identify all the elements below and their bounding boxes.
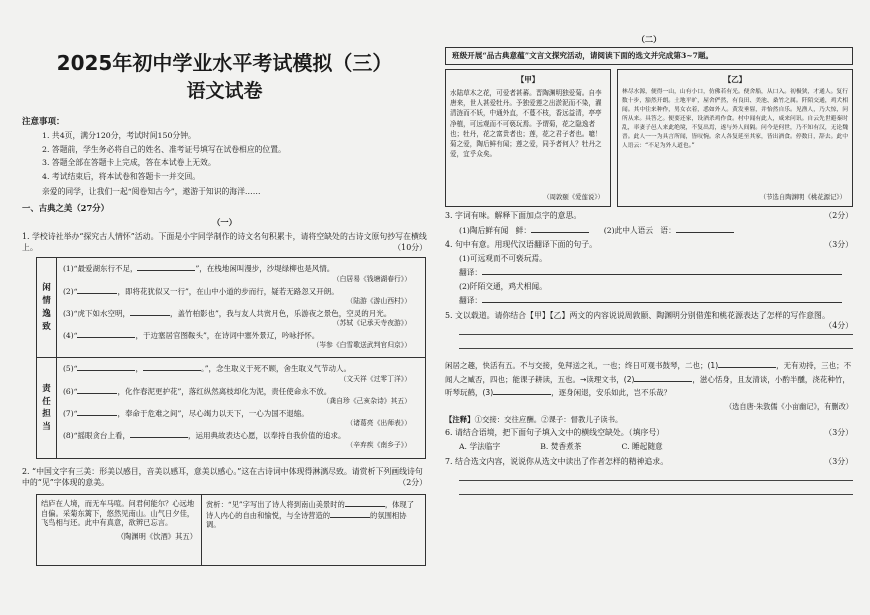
q2-box: [36, 494, 426, 566]
answer-blank[interactable]: [634, 374, 692, 382]
poem-row-duty: [37, 358, 425, 458]
q4-sentence-1: (1)可远观而不可亵玩焉。: [459, 254, 547, 264]
answer-blank[interactable]: [77, 286, 117, 294]
poem-source: （文天祥《过零丁洋》）: [339, 374, 411, 383]
answer-blank[interactable]: [130, 308, 170, 316]
answer-line[interactable]: [459, 325, 853, 335]
poem-line: (8)“摇眼贪台上看， ，运用典故表达心愿，以奉持自我价值的追求。: [63, 431, 346, 441]
answer-blank[interactable]: [493, 387, 551, 395]
question-6: 6. 请结合语境，把下面句子填入文中的横线空缺处。（填序号） （3分）: [445, 428, 853, 438]
question-points: （2分）: [398, 478, 427, 488]
passage-source: （选自唐·朱敦儒《小亩幽记》，有删改）: [724, 401, 853, 411]
poem-row-leisure: [37, 258, 425, 358]
question-points: （10分）: [393, 242, 427, 252]
q2-poem: 结庐在人境，而无车马喧。问君何能尔？心远地自偏。采菊东篱下，悠然见南山。山气日夕佳，飞鸟相与还。此中有真意，欲辨已忘言。 （陶渊明《饮酒》其五）: [37, 495, 202, 565]
poem-card-table: [36, 257, 426, 459]
answer-blank[interactable]: [482, 295, 842, 303]
q3-items: (1)陶后鲜有闻 鲜： (2)此中人语云 语：: [459, 225, 853, 236]
answer-blank[interactable]: [77, 330, 135, 338]
passage-notes: 【注释】①交接：交往应酬。②课子：督教儿子读书。: [445, 414, 623, 424]
exam-subtitle: 语文试卷: [186, 80, 263, 102]
q4-sentence-2: (2)阡陌交通，鸡犬相闻。: [459, 281, 547, 291]
answer-blank[interactable]: [137, 263, 195, 271]
answer-blank[interactable]: [77, 363, 135, 371]
note-item: 1. 共4页，满分120分，考试时间150分钟。: [42, 131, 196, 141]
category-label: 责 任 担 当: [37, 358, 57, 458]
answer-line[interactable]: [459, 485, 853, 495]
answer-blank[interactable]: [676, 225, 734, 233]
answer-blank[interactable]: [718, 360, 776, 368]
poem-source: （龚自珍《己亥杂诗》其五）: [322, 396, 411, 405]
poem-source: （岑参《白雪歌送武判官归京》）: [312, 341, 411, 350]
q6-options: [459, 442, 853, 452]
left-column: [22, 34, 427, 609]
question-3: 3. 字词有味。解释下面加点字的意思。 （2分）: [445, 211, 853, 221]
section-heading: 一、古典之美（27分）: [22, 202, 110, 213]
answer-line[interactable]: [459, 471, 853, 481]
text-b: 【乙】 林尽水源，便得一山，山有小口，仿佛若有光。便舍船，从口入。初极狭，才通人。复行数十步，豁然开朗。土地平旷，屋舍俨然，有良田、美池、桑竹之属。阡陌交通，鸡犬相闻。其中往来种作，男女衣着，悉如外人。黄发垂髫，并怡然自乐。见渔人，乃大惊，问所从来。具答之。便要还家，设酒杀鸡作食。村中闻有此人，咸来问讯。自云先世避秦时乱，率妻子邑人来此绝境，不复出焉，遂与外人间隔。问今是何世，乃不知有汉，无论魏晋。此人一一为具言所闻，皆叹惋。余人各复延至其家，皆出酒食。停数日，辞去。此中人语云：“不足为外人道也。” （节选自陶渊明《桃花源记》）: [617, 69, 853, 207]
option-b: B. 焚香煮茶: [540, 442, 582, 452]
answer-blank[interactable]: [345, 499, 385, 507]
poem-line: (5)“ ， 。”，念生取义于死不顾，舍生取义气节动人。: [63, 364, 352, 374]
text-a: 【甲】 水陆草木之花，可爱者甚蕃。晋陶渊明独爱菊。自李唐来，世人甚爱牡丹。予独爱莲之出淤泥而不染，濯清涟而不妖，中通外直，不蔓不枝，香远益清，亭亭净植，可远观而不可亵玩焉。予谓菊，花之隐逸者也；牡丹，花之富贵者也；莲，花之君子者也。噫！菊之爱，陶后鲜有闻；莲之爱，同予者何人？牡丹之爱，宜乎众矣。 （周敦颐《爱莲说》）: [445, 69, 611, 207]
poem-source: （诸葛亮《出师表》）: [346, 419, 411, 428]
poem-source: （苏轼《记承天寺夜游》）: [332, 319, 411, 328]
question-2: 2. “中国文字有三美：形美以感目，音美以感耳，意美以感心。”这在古诗词中体现得淋漓尽致。请赏析下列画线诗句中的“见”字体现的意美。 （2分）: [22, 467, 427, 488]
poem-line: (4)“ ，于边塞居官图鞍头”，在诗词中塞外景辽，吟咏抒怀。: [63, 331, 320, 341]
part-heading: （一）: [212, 217, 237, 228]
question-7: 7. 结合选文内容，说说你从选文中读出了作者怎样的精神追求。 （3分）: [445, 456, 853, 466]
part-heading: （二）: [636, 34, 662, 44]
poem-source: （陆游《游山西村》）: [346, 296, 411, 305]
answer-blank[interactable]: [531, 225, 589, 233]
question-5: 5. 文以载道。请你结合【甲】【乙】两文的内容说说周敦颐、陶渊明分别借莲和桃花源表达了怎样的写作意图。 （4分）: [445, 310, 853, 331]
activity-intro: 班级开展“品古典意蕴”文言文探究活动，请阅读下面的选文并完成第3~7题。: [445, 47, 853, 65]
poem-source: （白居易《钱塘湖春行》）: [332, 274, 411, 283]
q2-task: 赏析：“见”字写出了诗人将到南山美景时的 ，体现了诗人内心的自由和愉悦，与全诗营造的 的氛围相协调。: [206, 499, 414, 530]
option-a: A. 学法临字: [459, 442, 501, 452]
notes-heading: 注意事项：: [22, 116, 65, 127]
extra-passage: 闲居之趣，快活有五。不与交接，免拜送之礼，一也；终日可观书鼓琴，二也；(1) ，无有劝持，三也；不闻人之臧否，四也；能课子耕读，五也。→读理文书，(2) ，滋心恬身，且友清谈，小酌半醺，浇花种竹，听琴玩鹤，(3) ，逐身闲退，安乐如此，岂不乐哉？: [445, 361, 852, 398]
right-column: [445, 34, 853, 609]
question-1: 1. 学校诗社举办“探究古人情怀”活动。下面是小宇同学制作的诗文名句积累卡，请将空缺处的古诗文原句抄写在横线上。 （10分）: [22, 232, 427, 252]
answer-blank[interactable]: [482, 267, 842, 275]
option-c: C. 睡起随意: [621, 442, 663, 452]
note-item: 2. 答题前，学生务必将自己的姓名、准考证号填写在试卷相应的位置。: [42, 144, 286, 154]
question-4: 4. 句中有意。用现代汉语翻译下面的句子。 （3分）: [445, 240, 853, 250]
poem-line: (7)“ ，奉命于危难之间”，尽心竭力以天下，一心为国不退缩。: [63, 409, 309, 419]
answer-blank[interactable]: [143, 363, 201, 371]
poem-source: （辛弃疾《南乡子》）: [346, 441, 411, 450]
answer-blank[interactable]: [77, 386, 117, 394]
intro-text: 亲爱的同学，让我们一起“阅卷知古今”，遨游于知识的海洋……: [42, 187, 261, 197]
category-label: 闲 情 逸 致: [37, 258, 57, 357]
note-item: 3. 答题全部在答题卡上完成，答在本试卷上无效。: [42, 158, 216, 168]
answer-blank[interactable]: [130, 430, 188, 438]
answer-blank[interactable]: [330, 510, 370, 518]
q4-answer-1: 翻译：: [459, 267, 853, 278]
poem-line: (6)“ ，化作春泥更护花”，落红纵然离枝却化为泥，责任使命永不放。: [63, 386, 332, 396]
answer-line[interactable]: [459, 339, 853, 349]
reading-texts: [445, 69, 853, 207]
poem-line: (1)“最爱湖东行不足， ”，在栈地闲叫漫步，沙堤绿柳也是风情。: [63, 264, 335, 274]
exam-title: 2025年初中学业水平考试模拟（三）: [56, 51, 393, 75]
answer-blank[interactable]: [77, 408, 117, 416]
poem-line: (3)“虎下如水空明， ，盖竹柏影也”，我与友人共赏月色，乐游夜之景色，空灵的月光。: [63, 309, 392, 319]
poem-line: (2)“ ，即将花犹似又一行”，在山中小道的步而行，疑若无路忽又开朗。: [63, 286, 339, 296]
q4-answer-2: 翻译：: [459, 295, 853, 306]
note-item: 4. 考试结束后，将本试卷和答题卡一并交回。: [42, 171, 201, 181]
